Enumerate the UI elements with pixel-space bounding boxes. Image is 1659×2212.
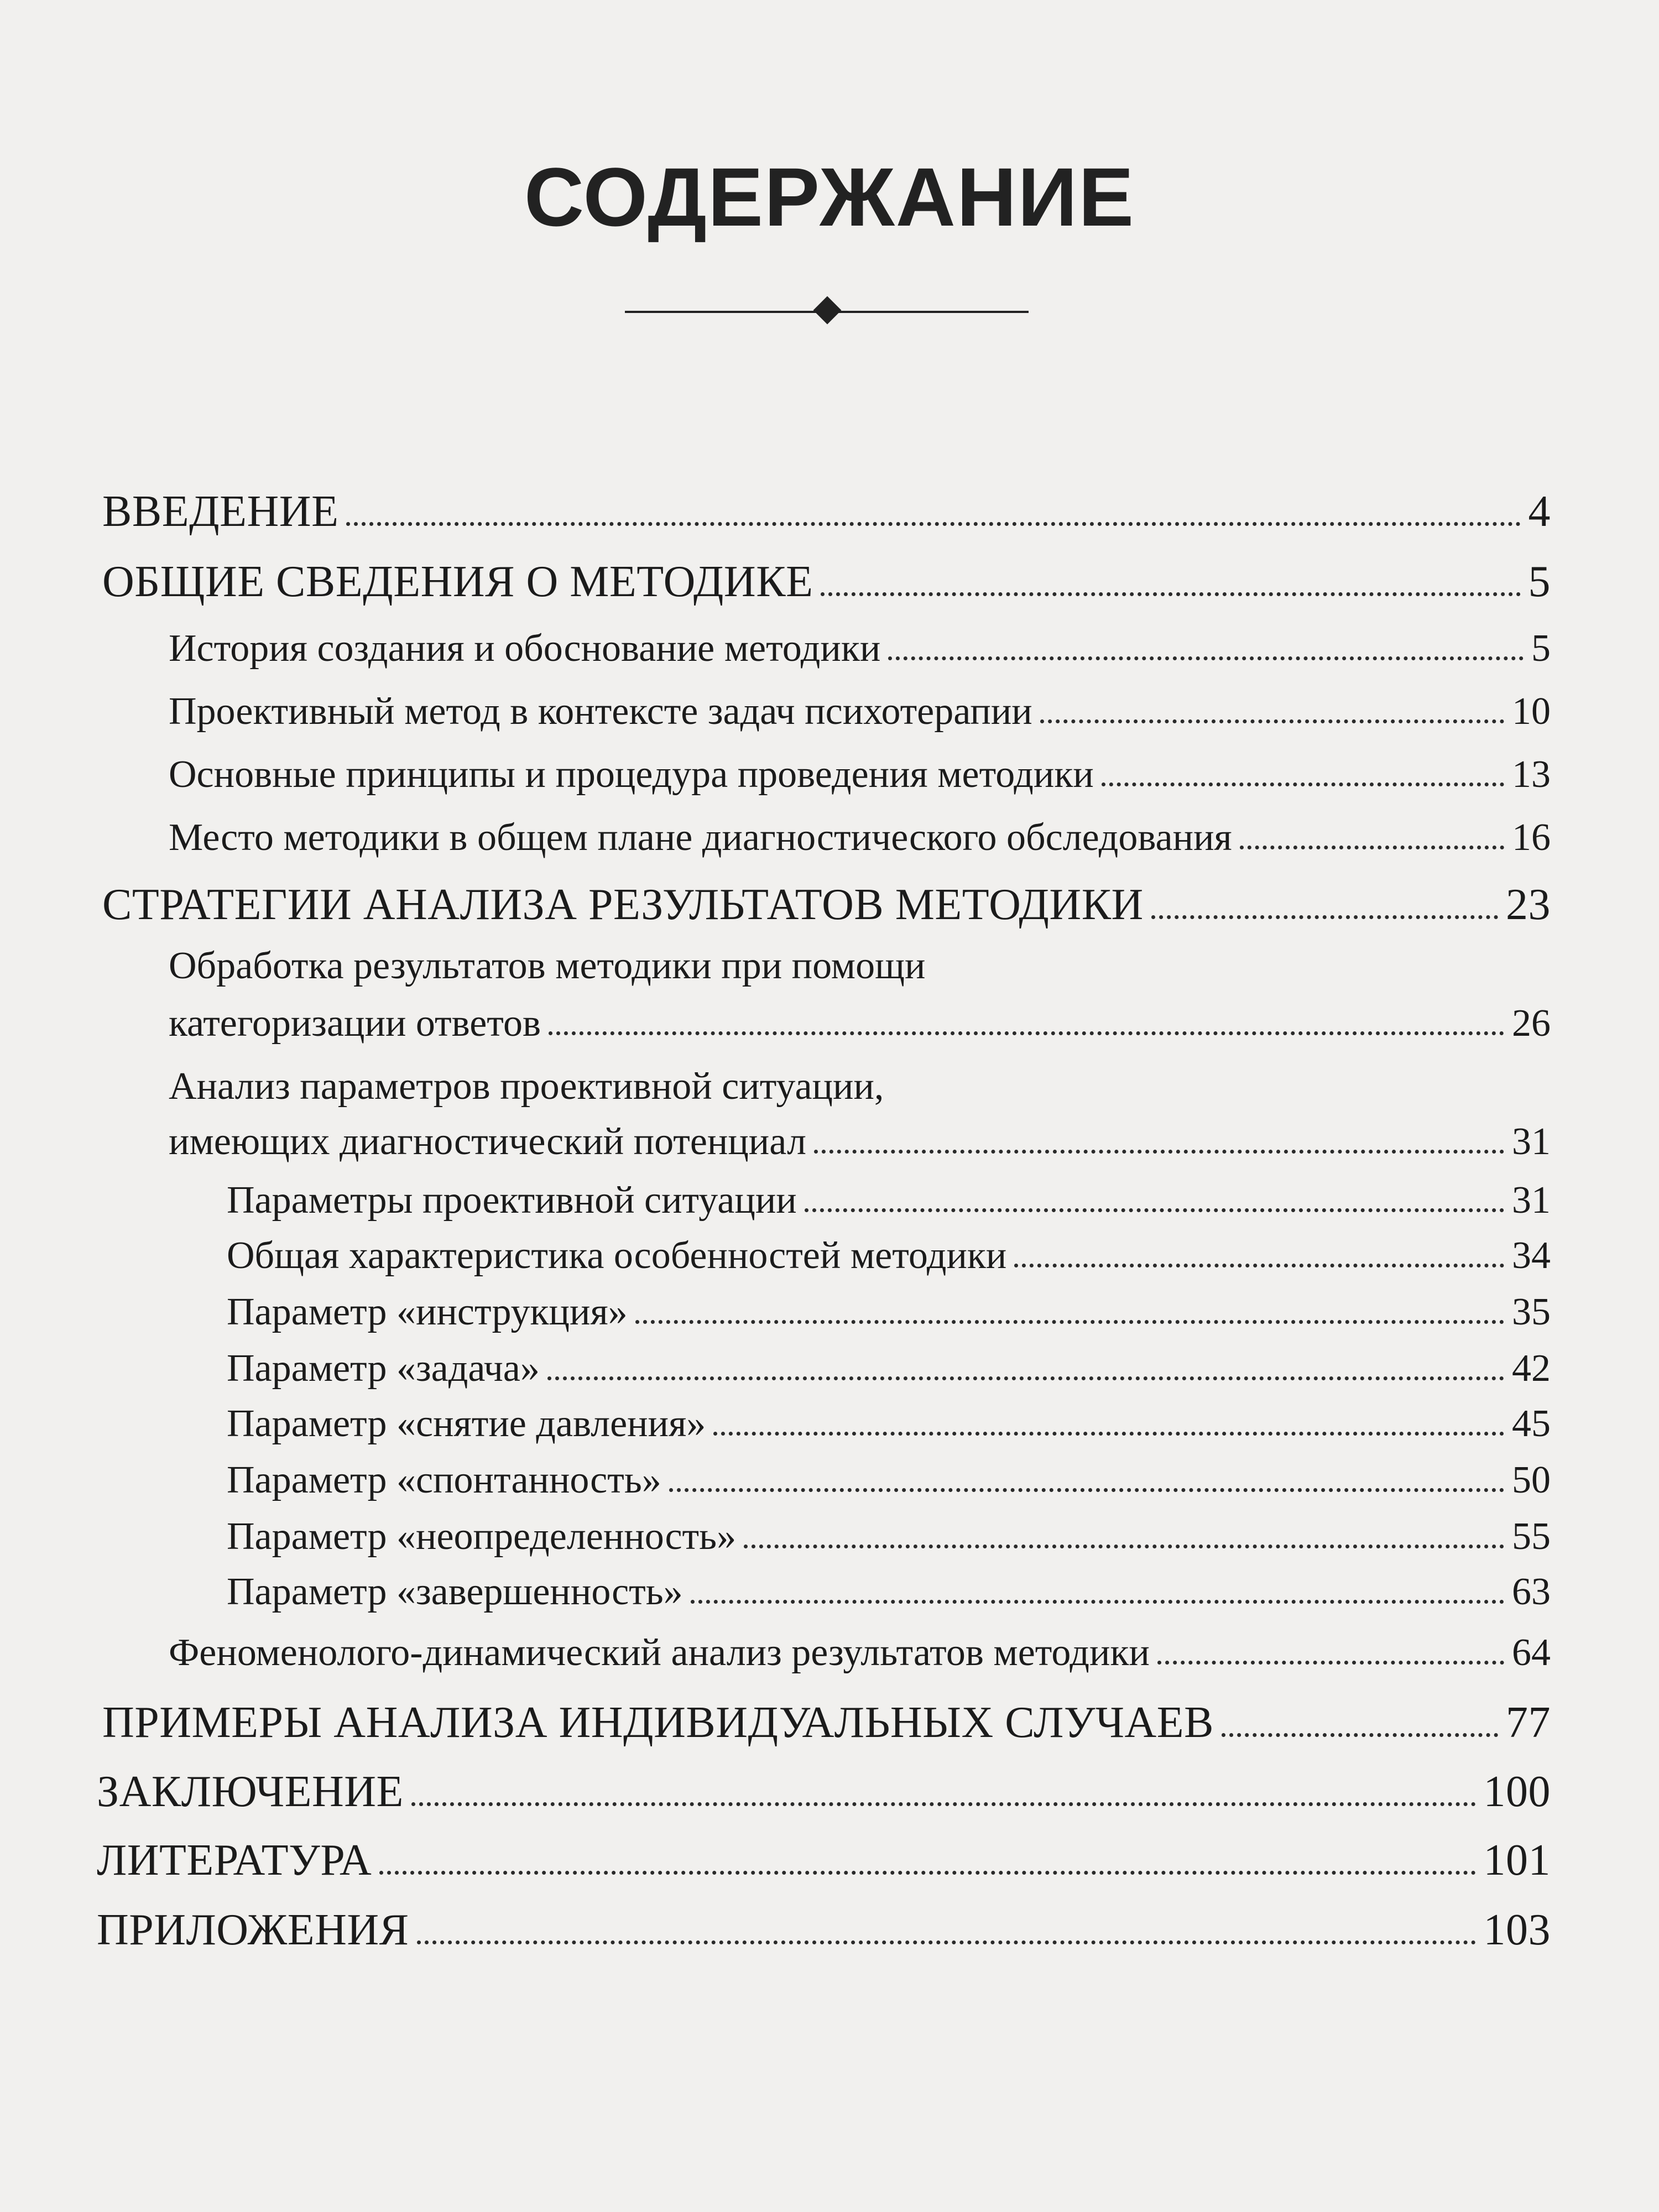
toc-entry-label: Параметр «снятие давления» [227, 1402, 706, 1445]
toc-entry-page: 31 [1512, 1120, 1551, 1163]
toc-entry-projective-method[interactable] [169, 692, 1551, 731]
toc-entry-label: Параметр «завершенность» [227, 1571, 683, 1613]
toc-entry-label: Параметр «спонтанность» [227, 1459, 661, 1501]
toc-entry-param-spontaneity[interactable] [227, 1461, 1551, 1500]
dot-leader [379, 1871, 1475, 1875]
dot-leader [417, 1940, 1476, 1944]
dot-leader [814, 1150, 1504, 1154]
toc-entry-param-pressure-relief[interactable] [227, 1402, 1551, 1445]
toc-entry-conclusion[interactable] [97, 1767, 1551, 1816]
toc-entry-page: 26 [1512, 1002, 1551, 1045]
toc-entry-label: имеющих диагностический потенциал [169, 1120, 806, 1163]
toc-entry-param-completeness[interactable] [227, 1573, 1551, 1611]
toc-entry-label: Параметр «неопределенность» [227, 1515, 737, 1558]
toc-entry-introduction[interactable] [102, 489, 1551, 534]
toc-entry-label: Проективный метод в контексте задач психотерапии [169, 690, 1032, 733]
toc-entry-param-task[interactable] [227, 1349, 1551, 1388]
toc-entry-label: СТРАТЕГИИ АНАЛИЗА РЕЗУЛЬТАТОВ МЕТОДИКИ [102, 880, 1144, 929]
toc-entry-page: 16 [1512, 816, 1551, 859]
toc-entry-label: Параметр «инструкция» [227, 1291, 628, 1333]
toc-entry-label: ЛИТЕРАТУРА [97, 1836, 372, 1885]
toc-entry-literature[interactable] [97, 1836, 1551, 1885]
dot-leader [713, 1432, 1504, 1436]
toc-entry-page: 50 [1512, 1459, 1551, 1501]
toc-entry-label: Параметр «задача» [227, 1347, 540, 1390]
toc-entry-page: 64 [1512, 1631, 1551, 1674]
dot-leader [1151, 915, 1498, 919]
toc-entry-case-examples[interactable] [102, 1700, 1551, 1745]
toc-entry-page: 23 [1506, 880, 1551, 929]
toc-entry-page: 103 [1483, 1906, 1551, 1954]
page-title: СОДЕРЖАНИЕ [524, 150, 1135, 243]
toc-entry-page: 13 [1512, 753, 1551, 796]
toc-entry-place-in-plan[interactable] [169, 818, 1551, 857]
toc-entry-page: 5 [1531, 627, 1551, 670]
toc-entry-page: 5 [1528, 557, 1551, 606]
toc-entry-page: 101 [1483, 1836, 1551, 1885]
dot-leader [888, 656, 1524, 660]
dot-leader [549, 1031, 1504, 1035]
dot-leader [1157, 1661, 1504, 1665]
toc-entry-page: 35 [1512, 1291, 1551, 1333]
toc-entry-label: Параметры проективной ситуации [227, 1179, 797, 1222]
toc-entry-phenomenological[interactable] [169, 1631, 1551, 1674]
toc-entry-label: ЗАКЛЮЧЕНИЕ [97, 1767, 404, 1816]
toc-entry-strategies[interactable] [102, 880, 1551, 929]
toc-entry-parameters-analysis[interactable] [169, 1120, 1551, 1163]
toc-entry-label: ВВЕДЕНИЕ [102, 487, 339, 536]
toc-entry-projective-parameters[interactable] [227, 1181, 1551, 1220]
toc-entry-page: 10 [1512, 690, 1551, 733]
toc-entry-appendices[interactable] [97, 1908, 1551, 1952]
dot-leader [1240, 846, 1504, 849]
toc-entry-history[interactable] [169, 629, 1551, 668]
toc-entry-label: Феноменолого-динамический анализ результатов методики [169, 1631, 1150, 1674]
dot-leader [346, 522, 1520, 526]
dot-leader [821, 592, 1520, 596]
dot-leader [411, 1802, 1476, 1806]
toc-entry-page: 45 [1512, 1402, 1551, 1445]
toc-entry-page: 100 [1483, 1767, 1551, 1816]
toc-entry-page: 77 [1506, 1698, 1551, 1747]
toc-entry-general-info[interactable] [102, 557, 1551, 606]
toc-entry-label: История создания и обоснование методики [169, 627, 881, 670]
toc-entry-label-line1: Анализ параметров проективной ситуации, [169, 1065, 884, 1108]
toc-entry-page: 42 [1512, 1347, 1551, 1390]
dot-leader [635, 1320, 1504, 1324]
toc-entry-label: Место методики в общем плане диагностического обследования [169, 816, 1232, 859]
dot-leader [1014, 1264, 1504, 1267]
dot-leader [669, 1488, 1504, 1492]
toc-entry-label: ПРИМЕРЫ АНАЛИЗА ИНДИВИДУАЛЬНЫХ СЛУЧАЕВ [102, 1698, 1214, 1747]
dot-leader [744, 1545, 1504, 1548]
toc-entry-label: ПРИЛОЖЕНИЯ [97, 1906, 409, 1954]
diamond-ornament-icon [813, 296, 842, 325]
toc-entry-label-line1: Обработка результатов методики при помощи [169, 945, 926, 987]
toc-entry-general-characteristics[interactable] [227, 1234, 1551, 1277]
dot-leader [547, 1376, 1504, 1380]
toc-entry-label: категоризации ответов [169, 1002, 541, 1045]
dot-leader [691, 1600, 1504, 1604]
toc-entry-principles[interactable] [169, 755, 1551, 794]
toc-entry-page: 63 [1512, 1571, 1551, 1613]
toc-entry-label: ОБЩИЕ СВЕДЕНИЯ О МЕТОДИКЕ [102, 557, 813, 606]
dot-leader [1040, 719, 1504, 723]
dot-leader [1102, 782, 1504, 786]
dot-leader [1222, 1733, 1498, 1737]
toc-entry-page: 55 [1512, 1515, 1551, 1558]
toc-entry-label: Основные принципы и процедура проведения методики [169, 753, 1094, 796]
toc-entry-param-instruction[interactable] [227, 1293, 1551, 1332]
toc-entry-page: 4 [1528, 487, 1551, 536]
toc-entry-param-uncertainty[interactable] [227, 1517, 1551, 1556]
toc-entry-categorization[interactable] [169, 1004, 1551, 1043]
toc-entry-label: Общая характеристика особенностей методики [227, 1234, 1007, 1277]
dot-leader [805, 1208, 1504, 1212]
toc-entry-page: 34 [1512, 1234, 1551, 1277]
toc-entry-page: 31 [1512, 1179, 1551, 1222]
